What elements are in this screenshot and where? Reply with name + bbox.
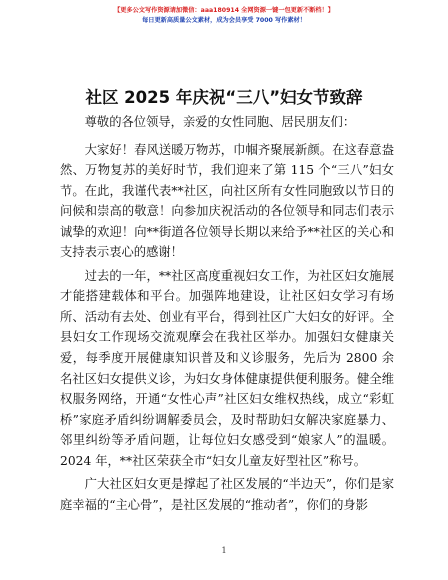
paragraph-review: 过去的一年，**社区高度重视妇女工作，为社区妇女施展才能搭建载体和平台。加强阵地建设，让社区妇女学习有场所、活动有去处、创业有平台，得到社区广大妇女的好评。全县妇女工作现场交流观摩会在我社区举办。加强妇女健康关爱，每季度开展健康知识普及和义诊服务，先后为 2800 余名社区妇女提供义诊，为妇女身体健康提供便利服务。健全维权服务网络，开通“女性心声”社区妇女维权热线，成立“彩虹桥”家庭矛盾纠纷调解委员会，及时帮助妇女解决家庭暴力、邻里纠纷等矛盾问题，让每位妇女感受到“娘家人”的温暖。2024 年，**社区荣获全市“妇女儿童友好型社区”称号。	[60, 268, 394, 468]
document-body	[60, 112, 394, 518]
promo-line-blue: 每日更新高质量公文素材，成为会员享受 7000 写作素材！	[142, 17, 306, 24]
promo-line-red: 【更多公文写作资源请加微信：aaa180914 全网资源一键一包更新不断档！】	[114, 7, 334, 14]
salutation: 尊敬的各位领导，亲爱的女性同胞、居民朋友们：	[84, 115, 356, 129]
paragraph-greeting: 大家好！春风送暖万物苏，巾帼齐聚展新颜。在这春意盎然、万物复苏的美好时节，我们迎来了第 115 个“三八”妇女节。在此，我谨代表**社区，向社区所有女性同胞致以节日的问候和崇高的敬意！向参加庆祝活动的各位领导和同志们表示诚挚的欢迎！向**街道各位领导长期以来给予**社区的关心和支持表示衷心的感谢！	[60, 142, 394, 260]
document-title: 社区 2025 年庆祝“三八”妇女节致辞	[85, 88, 363, 107]
promo-banner	[0, 6, 448, 26]
page-number: 1	[221, 546, 227, 555]
paragraph-women-role: 广大社区妇女更是撑起了社区发展的“半边天”，你们是家庭幸福的“主心骨”，是社区发展的“推动者”，你们的身影	[60, 477, 394, 512]
